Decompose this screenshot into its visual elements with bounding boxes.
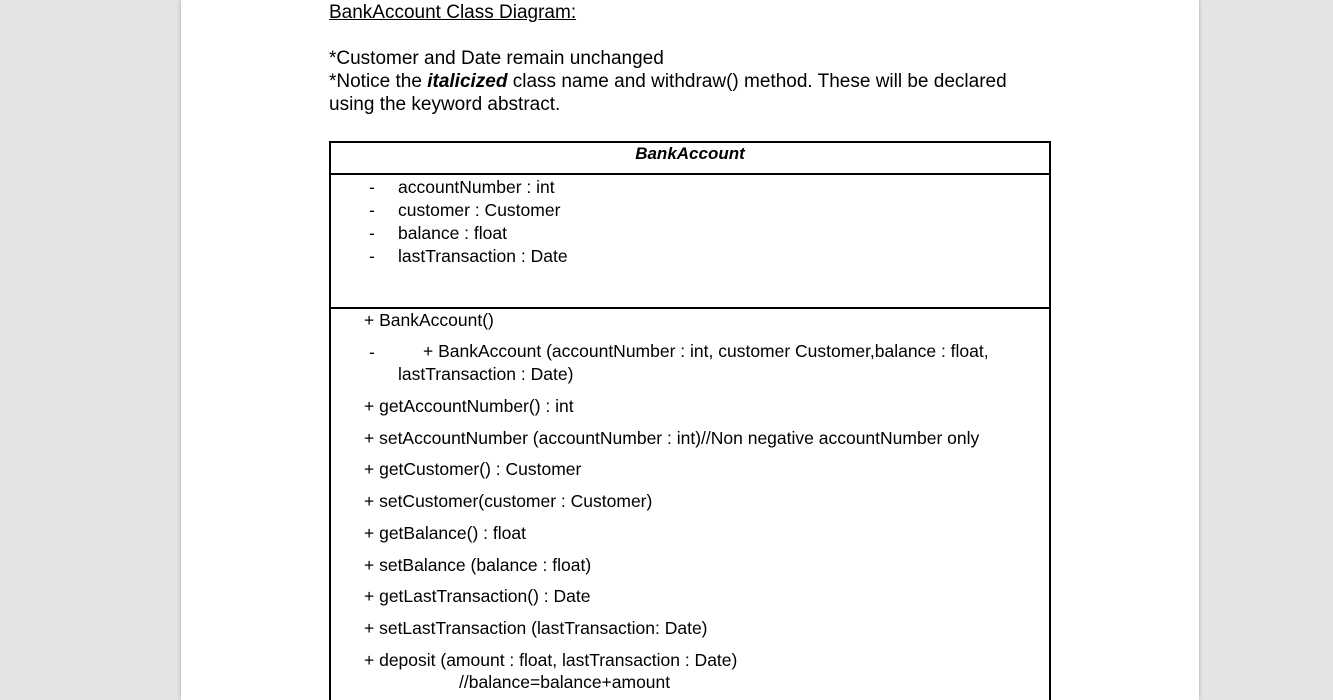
- method-get-account-number: + getAccountNumber() : int: [364, 396, 574, 416]
- attribute-text: accountNumber : int: [398, 177, 555, 197]
- attribute-visibility: -: [369, 177, 375, 197]
- attribute-visibility: -: [369, 200, 375, 220]
- attribute-row: [331, 245, 1049, 268]
- method-constructor-full-cont: lastTransaction : Date): [398, 364, 574, 384]
- method-deposit-comment: //balance=balance+amount: [459, 672, 671, 692]
- method-get-customer: + getCustomer() : Customer: [364, 459, 582, 479]
- method-get-last-transaction: + getLastTransaction() : Date: [364, 586, 591, 606]
- note-emphasis: italicized: [427, 71, 508, 92]
- method-get-balance: + getBalance() : float: [364, 523, 526, 543]
- attribute-visibility: -: [369, 223, 375, 243]
- attribute-row: [331, 222, 1049, 245]
- attribute-visibility: -: [369, 246, 375, 266]
- method-set-last-transaction: + setLastTransaction (lastTransaction: Date): [364, 618, 708, 638]
- attribute-row: [331, 176, 1049, 199]
- uml-class-box: [329, 141, 1051, 700]
- document-page: [181, 0, 1199, 700]
- uml-class-name: BankAccount: [331, 143, 1049, 175]
- attribute-text: customer : Customer: [398, 200, 561, 220]
- diagram-heading: BankAccount Class Diagram:: [329, 2, 577, 23]
- note-line-2: [329, 70, 1053, 116]
- method-visibility: -: [369, 342, 375, 362]
- method-set-account-number: + setAccountNumber (accountNumber : int)//Non negative accountNumber only: [364, 428, 980, 448]
- attribute-text: lastTransaction : Date: [398, 246, 568, 266]
- method-set-balance: + setBalance (balance : float): [364, 555, 592, 575]
- method-deposit: + deposit (amount : float, lastTransaction : Date): [364, 650, 738, 670]
- attribute-text: balance : float: [398, 223, 507, 243]
- note-line-1: *Customer and Date remain unchanged: [329, 48, 664, 69]
- note-line-2-pre: *Notice the: [329, 71, 428, 92]
- method-constructor-full: + BankAccount (accountNumber : int, customer Customer,balance : float,: [423, 341, 989, 361]
- notes-paragraph: [329, 47, 1053, 116]
- note-line-2-post: class name and withdraw() method. These will be declared using the keyword abstract.: [329, 71, 1007, 115]
- method-set-customer: + setCustomer(customer : Customer): [364, 491, 653, 511]
- uml-attributes-section: [331, 175, 1049, 309]
- attribute-row: [331, 199, 1049, 222]
- method-constructor-default: + BankAccount(): [364, 310, 494, 330]
